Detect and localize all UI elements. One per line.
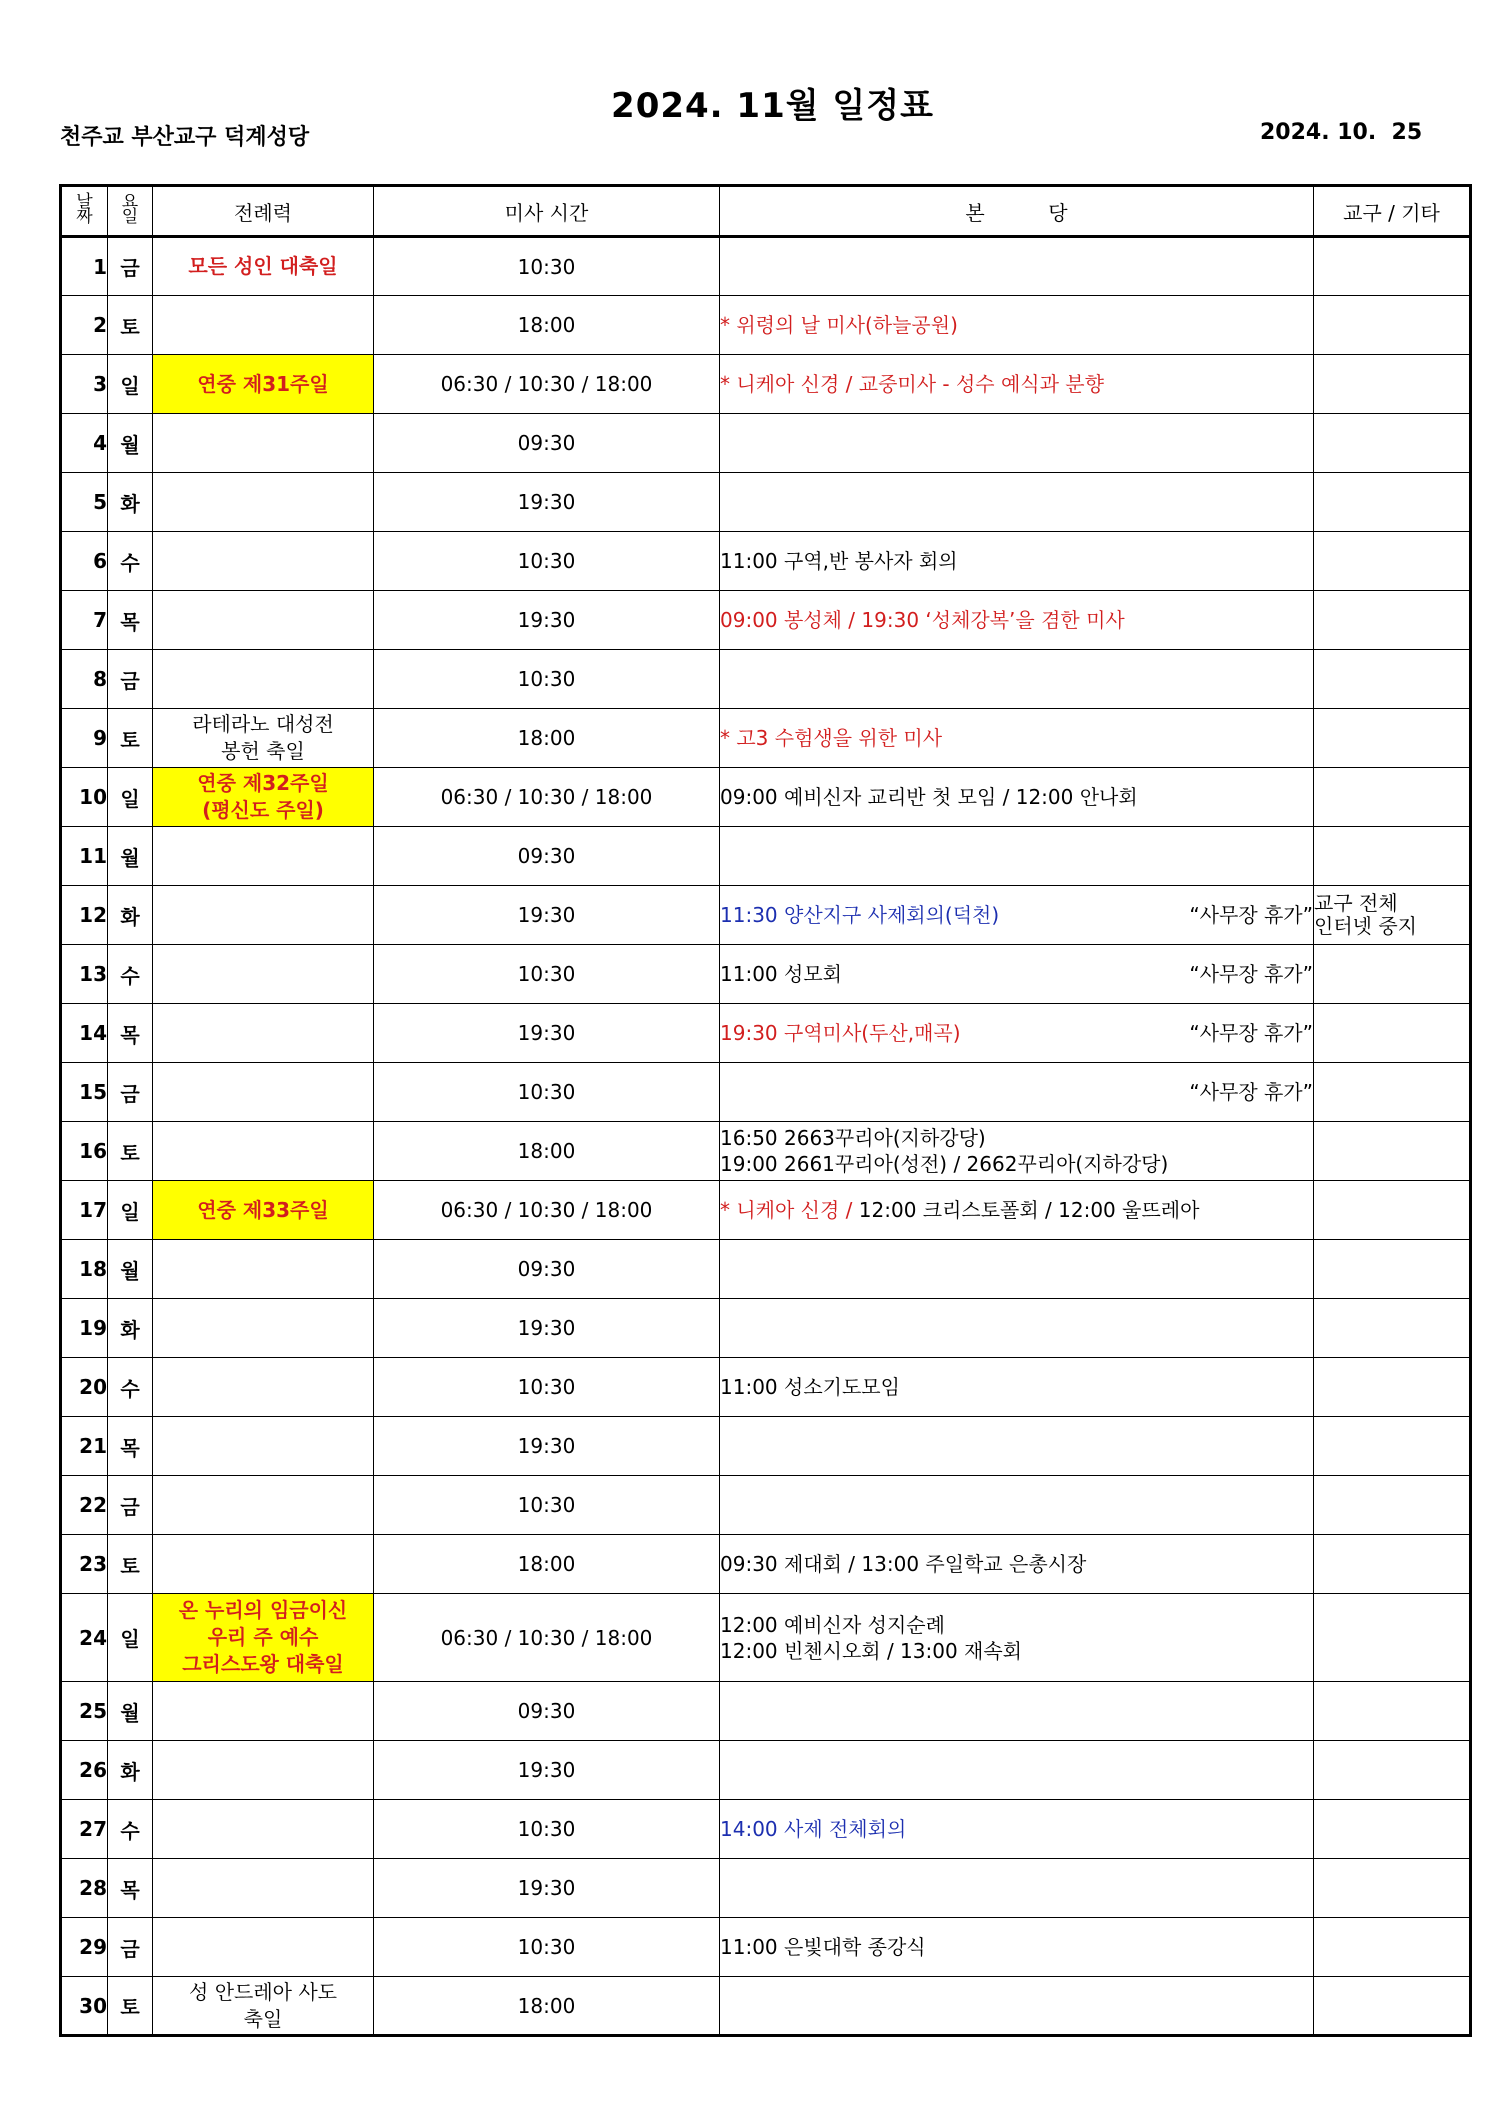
parish-event-cell: [720, 709, 1314, 768]
table-row: [61, 1004, 1471, 1063]
liturgical-cell: [153, 1977, 374, 2036]
mass-time-cell: 10:30: [374, 1063, 720, 1122]
table-row: [61, 296, 1471, 355]
parish-event-cell: [720, 1535, 1314, 1594]
parish-event-cell: [720, 886, 1314, 945]
diocese-other-cell: [1314, 1476, 1471, 1535]
header-main: 본 당: [720, 186, 1314, 237]
liturgical-line: 연중 제31주일: [197, 371, 329, 396]
diocese-other-cell: [1314, 1240, 1471, 1299]
event-line: 09:30 제대회 / 13:00 주일학교 은총시장: [720, 1552, 1087, 1576]
parish-event-cell: [720, 591, 1314, 650]
weekday-cell: 금: [108, 1918, 153, 1977]
mass-time-cell: 10:30: [374, 237, 720, 296]
table-row: [61, 237, 1471, 296]
header-day-label: 날짜: [76, 192, 93, 227]
other-line: 인터넷 중지: [1314, 914, 1417, 938]
header-row: [61, 186, 1471, 237]
weekday-cell: 금: [108, 1063, 153, 1122]
mass-time-cell: 19:30: [374, 473, 720, 532]
weekday-cell: 금: [108, 237, 153, 296]
mass-time-cell: 06:30 / 10:30 / 18:00: [374, 1594, 720, 1682]
event-line: 09:00 봉성체 / 19:30 ‘성체강복’을 겸한 미사: [720, 608, 1125, 632]
liturgical-line: 연중 제33주일: [197, 1197, 329, 1222]
liturgical-cell: [153, 473, 374, 532]
parish-event-cell: [720, 414, 1314, 473]
table-row: [61, 1476, 1471, 1535]
liturgical-cell: [153, 1535, 374, 1594]
parish-event-cell: [720, 1181, 1314, 1240]
weekday-cell: 수: [108, 1800, 153, 1859]
day-cell: 20: [61, 1358, 108, 1417]
liturgical-cell: [153, 1181, 374, 1240]
diocese-other-cell: [1314, 1682, 1471, 1741]
mass-time-cell: 18:00: [374, 1977, 720, 2036]
page-title: 2024. 11월 일정표: [611, 86, 934, 126]
mass-time-cell: 19:30: [374, 1417, 720, 1476]
diocese-other-cell: [1314, 827, 1471, 886]
event-line: [720, 1020, 1313, 1046]
liturgical-cell: [153, 532, 374, 591]
liturgical-cell: [153, 1682, 374, 1741]
day-cell: 14: [61, 1004, 108, 1063]
weekday-cell: 목: [108, 591, 153, 650]
diocese-other-cell: [1314, 1800, 1471, 1859]
weekday-cell: 수: [108, 532, 153, 591]
mass-time-cell: 06:30 / 10:30 / 18:00: [374, 355, 720, 414]
diocese-other-cell: [1314, 1535, 1471, 1594]
event-line: [720, 1079, 1313, 1105]
parish-event-cell: [720, 1800, 1314, 1859]
mass-time-cell: 18:00: [374, 709, 720, 768]
weekday-cell: 월: [108, 1240, 153, 1299]
weekday-cell: 수: [108, 1358, 153, 1417]
day-cell: 16: [61, 1122, 108, 1181]
diocese-other-cell: [1314, 1122, 1471, 1181]
event-line: 12:00 빈첸시오회 / 13:00 재속회: [720, 1638, 1023, 1663]
liturgical-line: (평신도 주일): [202, 798, 324, 822]
day-cell: 6: [61, 532, 108, 591]
event-line: 14:00 사제 전체회의: [720, 1817, 907, 1841]
weekday-cell: 수: [108, 945, 153, 1004]
weekday-cell: 토: [108, 1977, 153, 2036]
event-note: “사무장 휴가”: [1189, 962, 1313, 986]
parish-event-cell: [720, 1977, 1314, 2036]
day-cell: 10: [61, 768, 108, 827]
table-row: [61, 1594, 1471, 1682]
day-cell: 15: [61, 1063, 108, 1122]
parish-event-cell: [720, 1741, 1314, 1800]
table-row: [61, 355, 1471, 414]
weekday-cell: 월: [108, 414, 153, 473]
liturgical-cell: [153, 1063, 374, 1122]
weekday-cell: 금: [108, 650, 153, 709]
day-cell: 27: [61, 1800, 108, 1859]
table-row: [61, 768, 1471, 827]
liturgical-line: 봉헌 축일: [221, 739, 305, 763]
day-cell: 30: [61, 1977, 108, 2036]
header-mass: 미사 시간: [374, 186, 720, 237]
weekday-cell: 화: [108, 473, 153, 532]
day-cell: 25: [61, 1682, 108, 1741]
table-row: [61, 473, 1471, 532]
event-note: “사무장 휴가”: [1189, 903, 1313, 927]
table-row: [61, 532, 1471, 591]
parish-event-cell: [720, 1859, 1314, 1918]
table-row: [61, 709, 1471, 768]
diocese-other-cell: [1314, 1004, 1471, 1063]
event-text-red: * 니케아 신경 /: [720, 1198, 859, 1222]
parish-event-cell: [720, 1594, 1314, 1682]
liturgical-line: 온 누리의 임금이신: [178, 1598, 348, 1622]
diocese-other-cell: [1314, 768, 1471, 827]
event-line: 16:50 2663꾸리아(지하강당): [720, 1126, 986, 1150]
mass-time-cell: 18:00: [374, 1122, 720, 1181]
parish-event-cell: [720, 650, 1314, 709]
liturgical-cell: [153, 827, 374, 886]
table-row: [61, 1240, 1471, 1299]
diocese-other-cell: [1314, 1741, 1471, 1800]
weekday-cell: 일: [108, 768, 153, 827]
table-row: [61, 1063, 1471, 1122]
day-cell: 19: [61, 1299, 108, 1358]
mass-time-cell: 09:30: [374, 1240, 720, 1299]
parish-event-cell: [720, 1476, 1314, 1535]
liturgical-cell: [153, 709, 374, 768]
weekday-cell: 토: [108, 1122, 153, 1181]
header-liturgical: 전례력: [153, 186, 374, 237]
mass-time-cell: 19:30: [374, 886, 720, 945]
mass-time-cell: 19:30: [374, 1859, 720, 1918]
event-line: 09:00 예비신자 교리반 첫 모임 / 12:00 안나회: [720, 785, 1138, 809]
diocese-other-cell: [1314, 1594, 1471, 1682]
table-row: [61, 1299, 1471, 1358]
weekday-cell: 월: [108, 827, 153, 886]
header-weekday: [108, 186, 153, 237]
table-row: [61, 1800, 1471, 1859]
day-cell: 12: [61, 886, 108, 945]
parish-event-cell: [720, 1299, 1314, 1358]
parish-event-cell: [720, 1240, 1314, 1299]
table-row: [61, 650, 1471, 709]
table-row: [61, 1122, 1471, 1181]
diocese-other-cell: [1314, 1918, 1471, 1977]
day-cell: 17: [61, 1181, 108, 1240]
table-row: [61, 1358, 1471, 1417]
liturgical-line: 모든 성인 대축일: [188, 254, 338, 278]
mass-time-cell: 09:30: [374, 827, 720, 886]
table-row: [61, 1181, 1471, 1240]
parish-event-cell: [720, 945, 1314, 1004]
diocese-other-cell: [1314, 355, 1471, 414]
mass-time-cell: 19:30: [374, 1299, 720, 1358]
weekday-cell: 화: [108, 886, 153, 945]
liturgical-cell: [153, 886, 374, 945]
liturgical-line: 연중 제32주일: [197, 771, 329, 795]
table-row: [61, 1977, 1471, 2036]
parish-event-cell: [720, 296, 1314, 355]
table-row: [61, 945, 1471, 1004]
liturgical-cell: [153, 296, 374, 355]
parish-event-cell: [720, 1682, 1314, 1741]
liturgical-cell: [153, 1918, 374, 1977]
issue-date: 2024. 10. 25: [1260, 120, 1423, 145]
other-line: 교구 전체: [1314, 891, 1398, 915]
day-cell: 18: [61, 1240, 108, 1299]
weekday-cell: 일: [108, 355, 153, 414]
liturgical-line: 라테라노 대성전: [192, 712, 334, 736]
liturgical-cell: [153, 1417, 374, 1476]
parish-event-cell: [720, 1358, 1314, 1417]
diocese-other-cell: [1314, 473, 1471, 532]
parish-event-cell: [720, 1063, 1314, 1122]
mass-time-cell: 18:00: [374, 296, 720, 355]
table-row: [61, 1859, 1471, 1918]
day-cell: 5: [61, 473, 108, 532]
day-cell: 24: [61, 1594, 108, 1682]
diocese-other-cell: [1314, 414, 1471, 473]
event-text: 11:30 양산지구 사제회의(덕천): [720, 903, 1000, 927]
header-weekday-label: 요일: [121, 192, 139, 227]
weekday-cell: 목: [108, 1417, 153, 1476]
event-note: “사무장 휴가”: [1189, 1021, 1313, 1045]
liturgical-cell: [153, 355, 374, 414]
parish-event-cell: [720, 1004, 1314, 1063]
mass-time-cell: 18:00: [374, 1535, 720, 1594]
mass-time-cell: 19:30: [374, 1741, 720, 1800]
table-row: [61, 414, 1471, 473]
liturgical-cell: [153, 1859, 374, 1918]
weekday-cell: 목: [108, 1004, 153, 1063]
day-cell: 3: [61, 355, 108, 414]
table-row: [61, 1918, 1471, 1977]
day-cell: 4: [61, 414, 108, 473]
day-cell: 2: [61, 296, 108, 355]
mass-time-cell: 10:30: [374, 1918, 720, 1977]
mass-time-cell: 19:30: [374, 1004, 720, 1063]
parish-event-cell: [720, 237, 1314, 296]
event-line: * 니케아 신경 / 교중미사 - 성수 예식과 분향: [720, 372, 1104, 396]
liturgical-cell: [153, 768, 374, 827]
liturgical-line: 우리 주 예수: [207, 1625, 319, 1649]
weekday-cell: 금: [108, 1476, 153, 1535]
day-cell: 9: [61, 709, 108, 768]
table-row: [61, 827, 1471, 886]
liturgical-cell: [153, 945, 374, 1004]
liturgical-cell: [153, 591, 374, 650]
diocese-other-cell: [1314, 1181, 1471, 1240]
diocese-other-cell: [1314, 532, 1471, 591]
parish-name: 천주교 부산교구 덕계성당: [60, 125, 310, 150]
liturgical-cell: [153, 237, 374, 296]
header-day: [61, 186, 108, 237]
liturgical-line: 그리스도왕 대축일: [182, 1652, 344, 1676]
mass-time-cell: 10:30: [374, 945, 720, 1004]
diocese-other-cell: [1314, 1417, 1471, 1476]
diocese-other-cell: [1314, 1977, 1471, 2036]
day-cell: 23: [61, 1535, 108, 1594]
liturgical-cell: [153, 1741, 374, 1800]
liturgical-cell: [153, 1476, 374, 1535]
mass-time-cell: 06:30 / 10:30 / 18:00: [374, 768, 720, 827]
day-cell: 13: [61, 945, 108, 1004]
day-cell: 21: [61, 1417, 108, 1476]
weekday-cell: 일: [108, 1594, 153, 1682]
event-line: 11:00 성소기도모임: [720, 1375, 900, 1399]
day-cell: 29: [61, 1918, 108, 1977]
parish-event-cell: [720, 473, 1314, 532]
liturgical-line: 축일: [243, 2006, 283, 2031]
liturgical-cell: [153, 1594, 374, 1682]
weekday-cell: 토: [108, 296, 153, 355]
day-cell: 28: [61, 1859, 108, 1918]
table-row: [61, 1417, 1471, 1476]
event-line: * 위령의 날 미사(하늘공원): [720, 313, 958, 337]
parish-event-cell: [720, 768, 1314, 827]
parish-event-cell: [720, 1417, 1314, 1476]
event-line: 11:00 은빛대학 종강식: [720, 1935, 926, 1959]
event-line: 11:00 구역,반 봉사자 회의: [720, 549, 958, 573]
event-text: 12:00 크리스토폴회 / 12:00 울뜨레아: [858, 1198, 1200, 1222]
event-text: 11:00 성모회: [720, 962, 842, 986]
table-row: [61, 886, 1471, 945]
mass-time-cell: 09:30: [374, 414, 720, 473]
weekday-cell: 화: [108, 1299, 153, 1358]
schedule-table: [59, 184, 1472, 2037]
event-line: 12:00 예비신자 성지순례: [720, 1612, 945, 1637]
diocese-other-cell: [1314, 1358, 1471, 1417]
mass-time-cell: 10:30: [374, 532, 720, 591]
event-line: * 고3 수험생을 위한 미사: [720, 726, 943, 750]
event-line: [720, 1197, 1313, 1223]
weekday-cell: 토: [108, 1535, 153, 1594]
mass-time-cell: 10:30: [374, 1476, 720, 1535]
event-line: [720, 902, 1313, 928]
mass-time-cell: 10:30: [374, 1800, 720, 1859]
table-row: [61, 591, 1471, 650]
diocese-other-cell: [1314, 1063, 1471, 1122]
day-cell: 1: [61, 237, 108, 296]
diocese-other-cell: [1314, 650, 1471, 709]
diocese-other-cell: [1314, 886, 1471, 945]
diocese-other-cell: [1314, 1859, 1471, 1918]
mass-time-cell: 10:30: [374, 1358, 720, 1417]
event-line: [720, 961, 1313, 987]
weekday-cell: 토: [108, 709, 153, 768]
event-line: 19:00 2661꾸리아(성전) / 2662꾸리아(지하강당): [720, 1152, 1169, 1176]
liturgical-line: 성 안드레아 사도: [189, 1979, 337, 2004]
weekday-cell: 목: [108, 1859, 153, 1918]
schedule-body: [61, 237, 1471, 2036]
table-row: [61, 1535, 1471, 1594]
weekday-cell: 화: [108, 1741, 153, 1800]
diocese-other-cell: [1314, 591, 1471, 650]
diocese-other-cell: [1314, 945, 1471, 1004]
weekday-cell: 일: [108, 1181, 153, 1240]
parish-event-cell: [720, 827, 1314, 886]
diocese-other-cell: [1314, 296, 1471, 355]
event-note: “사무장 휴가”: [1189, 1080, 1313, 1104]
mass-time-cell: 19:30: [374, 591, 720, 650]
mass-time-cell: 10:30: [374, 650, 720, 709]
diocese-other-cell: [1314, 1299, 1471, 1358]
liturgical-cell: [153, 414, 374, 473]
day-cell: 22: [61, 1476, 108, 1535]
day-cell: 11: [61, 827, 108, 886]
parish-event-cell: [720, 355, 1314, 414]
weekday-cell: 월: [108, 1682, 153, 1741]
event-text: 19:30 구역미사(두산,매곡): [720, 1021, 961, 1045]
diocese-other-cell: [1314, 709, 1471, 768]
day-cell: 7: [61, 591, 108, 650]
parish-event-cell: [720, 1918, 1314, 1977]
day-cell: 26: [61, 1741, 108, 1800]
liturgical-cell: [153, 1240, 374, 1299]
liturgical-cell: [153, 1800, 374, 1859]
mass-time-cell: 09:30: [374, 1682, 720, 1741]
liturgical-cell: [153, 650, 374, 709]
mass-time-cell: 06:30 / 10:30 / 18:00: [374, 1181, 720, 1240]
table-row: [61, 1682, 1471, 1741]
parish-event-cell: [720, 1122, 1314, 1181]
parish-event-cell: [720, 532, 1314, 591]
day-cell: 8: [61, 650, 108, 709]
liturgical-cell: [153, 1299, 374, 1358]
diocese-other-cell: [1314, 237, 1471, 296]
header-other: 교구 / 기타: [1314, 186, 1471, 237]
liturgical-cell: [153, 1358, 374, 1417]
liturgical-cell: [153, 1122, 374, 1181]
table-row: [61, 1741, 1471, 1800]
liturgical-cell: [153, 1004, 374, 1063]
